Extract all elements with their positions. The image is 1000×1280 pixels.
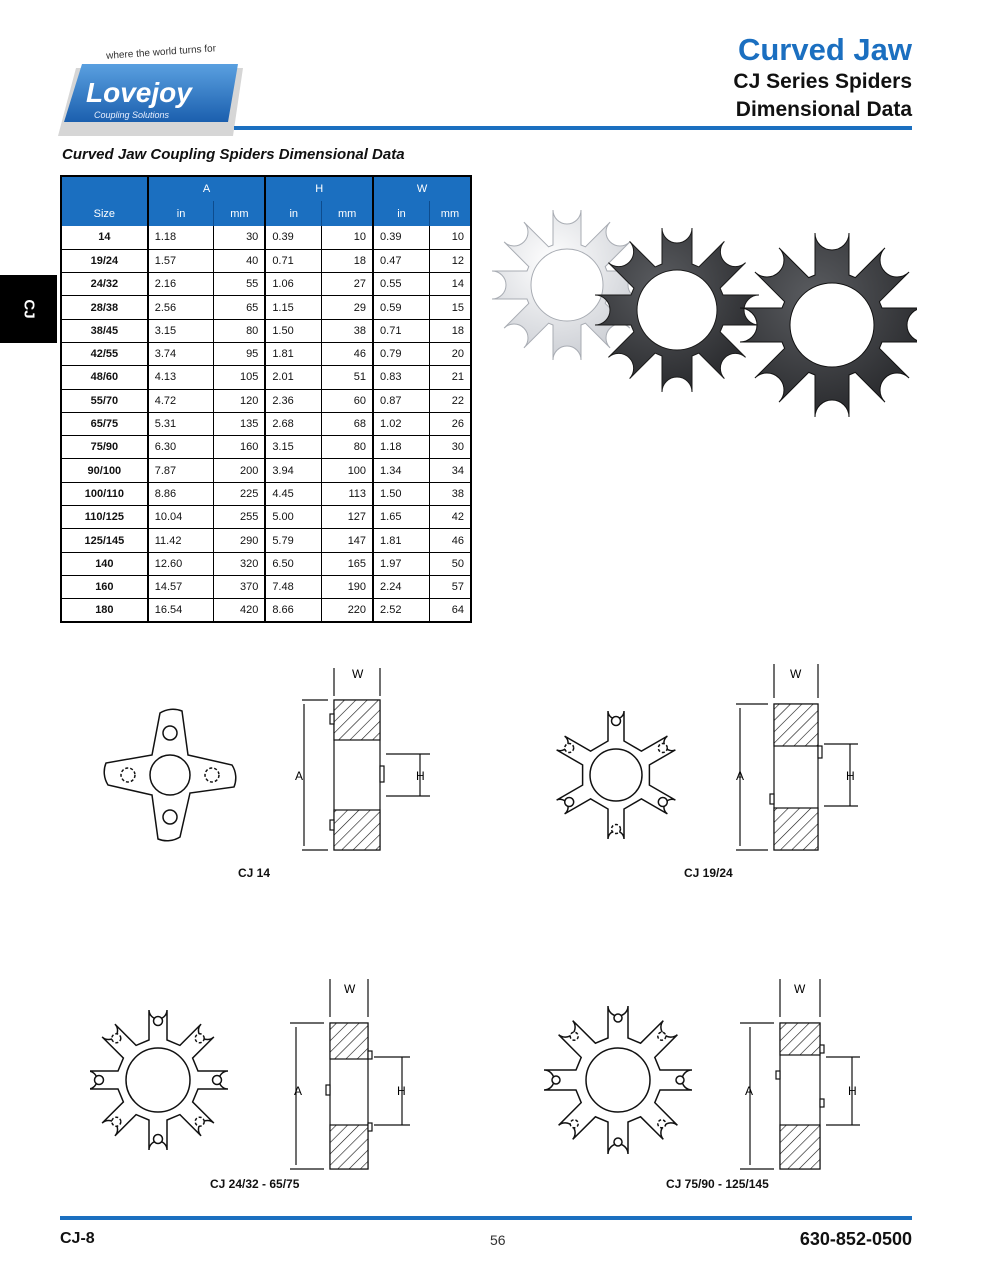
table-cell: 24/32: [61, 273, 148, 296]
table-cell: 5.31: [148, 412, 214, 435]
spider-jaw-hole: [658, 1032, 666, 1040]
table-cell: 2.36: [265, 389, 321, 412]
spider-jaw-hole: [565, 798, 574, 807]
table-cell: 200: [214, 459, 265, 482]
table-cell: 1.50: [265, 319, 321, 342]
spider-jaw-hole: [195, 1034, 204, 1043]
table-cell: 127: [322, 506, 373, 529]
spider-jaw-hole: [213, 1076, 222, 1085]
table-cell: 0.71: [373, 319, 429, 342]
table-corner: [61, 176, 148, 201]
table-cell: 12.60: [148, 552, 214, 575]
svg-text:W: W: [352, 667, 364, 681]
svg-text:W: W: [790, 667, 802, 681]
table-row: [61, 459, 471, 482]
table-cell: 3.74: [148, 342, 214, 365]
table-cell: 40: [214, 249, 265, 272]
table-cell: 68: [322, 412, 373, 435]
spider-jaw-hole: [154, 1135, 163, 1144]
svg-text:H: H: [848, 1084, 857, 1098]
table-cell: 1.06: [265, 273, 321, 296]
table-row: [61, 249, 471, 272]
svg-text:A: A: [294, 1084, 303, 1098]
table-cell: 1.57: [148, 249, 214, 272]
table-cell: 46: [322, 342, 373, 365]
table-cell: 180: [61, 599, 148, 622]
table-cell: 320: [214, 552, 265, 575]
table-cell: 7.87: [148, 459, 214, 482]
table-cell: 5.00: [265, 506, 321, 529]
spider-jaw-hole: [570, 1120, 578, 1128]
table-row: [61, 575, 471, 598]
table-cell: 64: [429, 599, 471, 622]
table-cell: 147: [322, 529, 373, 552]
table-cell: 0.39: [265, 226, 321, 249]
drawing-cj14: [90, 660, 440, 860]
table-row: [61, 506, 471, 529]
table-cell: 14: [429, 273, 471, 296]
table-cell: 1.50: [373, 482, 429, 505]
page-subtitle-2: Dimensional Data: [735, 98, 912, 121]
table-row: [61, 482, 471, 505]
col-header-h-mm: mm: [322, 201, 373, 226]
group-header-a: A: [148, 176, 266, 201]
col-header-a-mm: mm: [214, 201, 265, 226]
table-cell: 225: [214, 482, 265, 505]
header-rule: [234, 126, 912, 130]
table-cell: 57: [429, 575, 471, 598]
table-row: [61, 599, 471, 622]
table-cell: 80: [322, 436, 373, 459]
col-header-h-in: in: [265, 201, 321, 226]
table-cell: 6.50: [265, 552, 321, 575]
spider-bore: [586, 1048, 650, 1112]
table-cell: 5.79: [265, 529, 321, 552]
svg-text:W: W: [344, 982, 356, 996]
drawing-cj75-90: [540, 975, 880, 1175]
table-cell: 1.65: [373, 506, 429, 529]
drawing-caption-cj14: CJ 14: [238, 866, 271, 880]
table-cell: 90/100: [61, 459, 148, 482]
spider-jaw-hole: [658, 798, 667, 807]
page-title: Curved Jaw: [737, 32, 912, 67]
table-caption: Curved Jaw Coupling Spiders Dimensional Data: [62, 146, 405, 163]
table-cell: 10: [322, 226, 373, 249]
svg-text:H: H: [416, 769, 425, 783]
table-cell: 2.56: [148, 296, 214, 319]
table-cell: 16.54: [148, 599, 214, 622]
table-cell: 4.45: [265, 482, 321, 505]
table-cell: 38: [429, 482, 471, 505]
table-cell: 1.15: [265, 296, 321, 319]
table-cell: 160: [214, 436, 265, 459]
table-cell: 30: [214, 226, 265, 249]
table-cell: 220: [322, 599, 373, 622]
spider-jaw-hole: [614, 1138, 622, 1146]
group-header-w: W: [373, 176, 471, 201]
table-cell: 2.16: [148, 273, 214, 296]
table-cell: 34: [429, 459, 471, 482]
table-cell: 0.59: [373, 296, 429, 319]
table-cell: 0.87: [373, 389, 429, 412]
svg-text:W: W: [794, 982, 806, 996]
footer-phone: 630-852-0500: [799, 1229, 912, 1249]
col-header-a-in: in: [148, 201, 214, 226]
svg-text:A: A: [736, 769, 745, 783]
spider-jaw-hole: [570, 1032, 578, 1040]
table-cell: 55: [214, 273, 265, 296]
table-cell: 15: [429, 296, 471, 319]
table-cell: 38: [322, 319, 373, 342]
table-cell: 0.83: [373, 366, 429, 389]
table-cell: 18: [429, 319, 471, 342]
table-cell: 2.01: [265, 366, 321, 389]
table-cell: 38/45: [61, 319, 148, 342]
table-row: [61, 436, 471, 459]
table-cell: 29: [322, 296, 373, 319]
table-cell: 290: [214, 529, 265, 552]
table-cell: 12: [429, 249, 471, 272]
table-cell: 125/145: [61, 529, 148, 552]
table-cell: 8.86: [148, 482, 214, 505]
table-cell: 255: [214, 506, 265, 529]
table-cell: 14: [61, 226, 148, 249]
table-cell: 19/24: [61, 249, 148, 272]
table-cell: 65/75: [61, 412, 148, 435]
table-cell: 6.30: [148, 436, 214, 459]
table-cell: 14.57: [148, 575, 214, 598]
table-cell: 95: [214, 342, 265, 365]
table-cell: 1.97: [373, 552, 429, 575]
table-cell: 42: [429, 506, 471, 529]
table-row: [61, 366, 471, 389]
table-cell: 100: [322, 459, 373, 482]
table-cell: 18: [322, 249, 373, 272]
table-cell: 20: [429, 342, 471, 365]
photo-spider-bore: [531, 249, 603, 321]
svg-text:A: A: [295, 769, 304, 783]
spider-jaw-hole: [676, 1076, 684, 1084]
table-cell: 60: [322, 389, 373, 412]
table-cell: 120: [214, 389, 265, 412]
table-cell: 1.81: [265, 342, 321, 365]
spider-bore: [126, 1048, 190, 1112]
spider-bore: [590, 749, 642, 801]
spider-jaw-hole: [552, 1076, 560, 1084]
table-cell: 42/55: [61, 342, 148, 365]
table-row: [61, 226, 471, 249]
table-cell: 3.15: [265, 436, 321, 459]
svg-text:Lovejoy: Lovejoy: [86, 77, 192, 108]
table-cell: 7.48: [265, 575, 321, 598]
table-cell: 55/70: [61, 389, 148, 412]
group-header-h: H: [265, 176, 373, 201]
table-cell: 46: [429, 529, 471, 552]
lovejoy-logo: [58, 38, 243, 138]
table-cell: 0.47: [373, 249, 429, 272]
footer-rule: [60, 1216, 912, 1220]
table-cell: 30: [429, 436, 471, 459]
table-cell: 8.66: [265, 599, 321, 622]
table-cell: 105: [214, 366, 265, 389]
table-cell: 10.04: [148, 506, 214, 529]
spider-jaw-hole: [565, 744, 574, 753]
dimension-table: [60, 175, 472, 623]
spider-jaw-hole: [612, 825, 621, 834]
table-cell: 10: [429, 226, 471, 249]
photo-spider-bore: [637, 270, 717, 350]
spider-jaw-hole: [154, 1017, 163, 1026]
table-row: [61, 342, 471, 365]
section-tab-label: CJ: [20, 299, 37, 319]
table-row: [61, 412, 471, 435]
spider-jaw-hole: [658, 744, 667, 753]
table-cell: 0.39: [373, 226, 429, 249]
table-cell: 0.55: [373, 273, 429, 296]
table-cell: 51: [322, 366, 373, 389]
svg-text:Coupling Solutions: Coupling Solutions: [94, 110, 170, 120]
table-cell: 22: [429, 389, 471, 412]
table-cell: 135: [214, 412, 265, 435]
table-row: [61, 296, 471, 319]
table-cell: 165: [322, 552, 373, 575]
footer-page-number: 56: [490, 1232, 506, 1248]
drawing-cj24-32: [90, 975, 440, 1175]
table-cell: 2.68: [265, 412, 321, 435]
svg-text:where the world turns for: where the world turns for: [105, 43, 217, 62]
table-row: [61, 389, 471, 412]
table-cell: 160: [61, 575, 148, 598]
table-cell: 0.79: [373, 342, 429, 365]
table-cell: 27: [322, 273, 373, 296]
spider-jaw-hole: [112, 1034, 121, 1043]
spider-jaw-hole: [95, 1076, 104, 1085]
drawing-caption-cj75-90: CJ 75/90 - 125/145: [666, 1177, 769, 1191]
drawing-caption-cj19-24: CJ 19/24: [684, 866, 733, 880]
table-cell: 3.94: [265, 459, 321, 482]
table-cell: 1.02: [373, 412, 429, 435]
col-header-w-in: in: [373, 201, 429, 226]
table-cell: 100/110: [61, 482, 148, 505]
table-cell: 65: [214, 296, 265, 319]
table-row: [61, 273, 471, 296]
table-cell: 140: [61, 552, 148, 575]
col-header-w-mm: mm: [429, 201, 471, 226]
table-cell: 26: [429, 412, 471, 435]
table-cell: 2.24: [373, 575, 429, 598]
table-cell: 80: [214, 319, 265, 342]
spiders-photo: [492, 200, 917, 430]
table-cell: 11.42: [148, 529, 214, 552]
table-cell: 1.18: [148, 226, 214, 249]
table-cell: 110/125: [61, 506, 148, 529]
table-row: [61, 319, 471, 342]
table-cell: 3.15: [148, 319, 214, 342]
page-subtitle: CJ Series Spiders: [733, 70, 912, 93]
table-cell: 0.71: [265, 249, 321, 272]
photo-spider-bore: [790, 283, 874, 367]
svg-text:A: A: [745, 1084, 754, 1098]
table-cell: 1.34: [373, 459, 429, 482]
footer-page-code: CJ-8: [60, 1230, 95, 1247]
table-cell: 2.52: [373, 599, 429, 622]
table-row: [61, 552, 471, 575]
svg-text:H: H: [846, 769, 855, 783]
spider-jaw-hole: [658, 1120, 666, 1128]
table-cell: 420: [214, 599, 265, 622]
table-cell: 28/38: [61, 296, 148, 319]
spider-jaw-hole: [614, 1014, 622, 1022]
table-cell: 75/90: [61, 436, 148, 459]
table-row: [61, 529, 471, 552]
spider-jaw-hole: [612, 717, 621, 726]
drawing-cj19-24: [540, 660, 880, 860]
section-tab: [0, 275, 57, 343]
table-cell: 50: [429, 552, 471, 575]
table-cell: 113: [322, 482, 373, 505]
table-cell: 21: [429, 366, 471, 389]
header-title-block: [733, 32, 912, 124]
table-cell: 370: [214, 575, 265, 598]
table-cell: 4.72: [148, 389, 214, 412]
table-cell: 4.13: [148, 366, 214, 389]
spider-jaw-hole: [195, 1117, 204, 1126]
table-cell: 1.18: [373, 436, 429, 459]
col-header-size: Size: [61, 201, 148, 226]
table-cell: 1.81: [373, 529, 429, 552]
table-cell: 190: [322, 575, 373, 598]
drawing-caption-cj24-32: CJ 24/32 - 65/75: [210, 1177, 300, 1191]
table-cell: 48/60: [61, 366, 148, 389]
svg-text:H: H: [397, 1084, 406, 1098]
spider-jaw-hole: [112, 1117, 121, 1126]
